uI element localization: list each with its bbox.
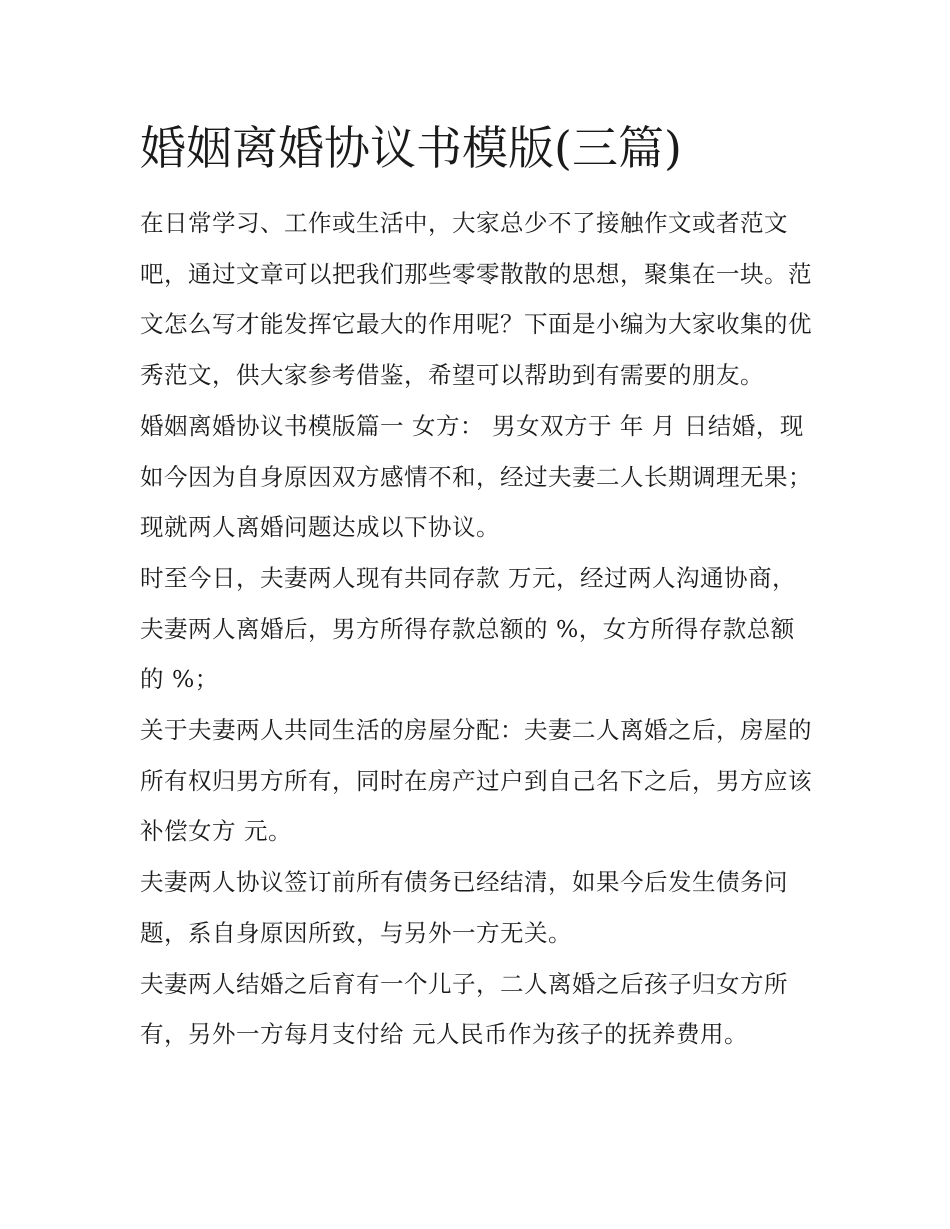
paragraph-list	[140, 198, 816, 1060]
paragraph-debts: 夫妻两人协议签订前所有债务已经结清，如果今后发生债务问题，系自身原因所致，与另外一方无关。	[140, 868, 788, 947]
document-body	[140, 112, 816, 1060]
paragraph-child: 夫妻两人结婚之后育有一个儿子，二人离婚之后孩子归女方所有，另外一方每月支付给 元人民币作为孩子的抚养费用。	[140, 969, 788, 1049]
paragraph-savings: 时至今日，夫妻两人现有共同存款 万元，经过两人沟通协商，夫妻两人离婚后，男方所得存款总额的 %，女方所得存款总额的 %；	[140, 563, 796, 694]
document-title: 婚姻离婚协议书模版(三篇)	[140, 121, 682, 175]
paragraph-house: 关于夫妻两人共同生活的房屋分配：夫妻二人离婚之后，房屋的所有权归男方所有，同时在房产过户到自己名下之后，男方应该补偿女方 元。	[140, 716, 812, 846]
paragraph-intro: 在日常学习、工作或生活中，大家总少不了接触作文或者范文吧，通过文章可以把我们那些零零散散的思想，聚集在一块。范文怎么写才能发挥它最大的作用呢？下面是小编为大家收集的优秀范文，供大家参考借鉴，希望可以帮助到有需要的朋友。	[140, 209, 812, 390]
paragraph-agreement-intro: 婚姻离婚协议书模版篇一 女方： 男女双方于 年 月 日结婚，现如今因为自身原因双方感情不和，经过夫妻二人长期调理无果；现就两人离婚问题达成以下协议。	[140, 411, 812, 542]
